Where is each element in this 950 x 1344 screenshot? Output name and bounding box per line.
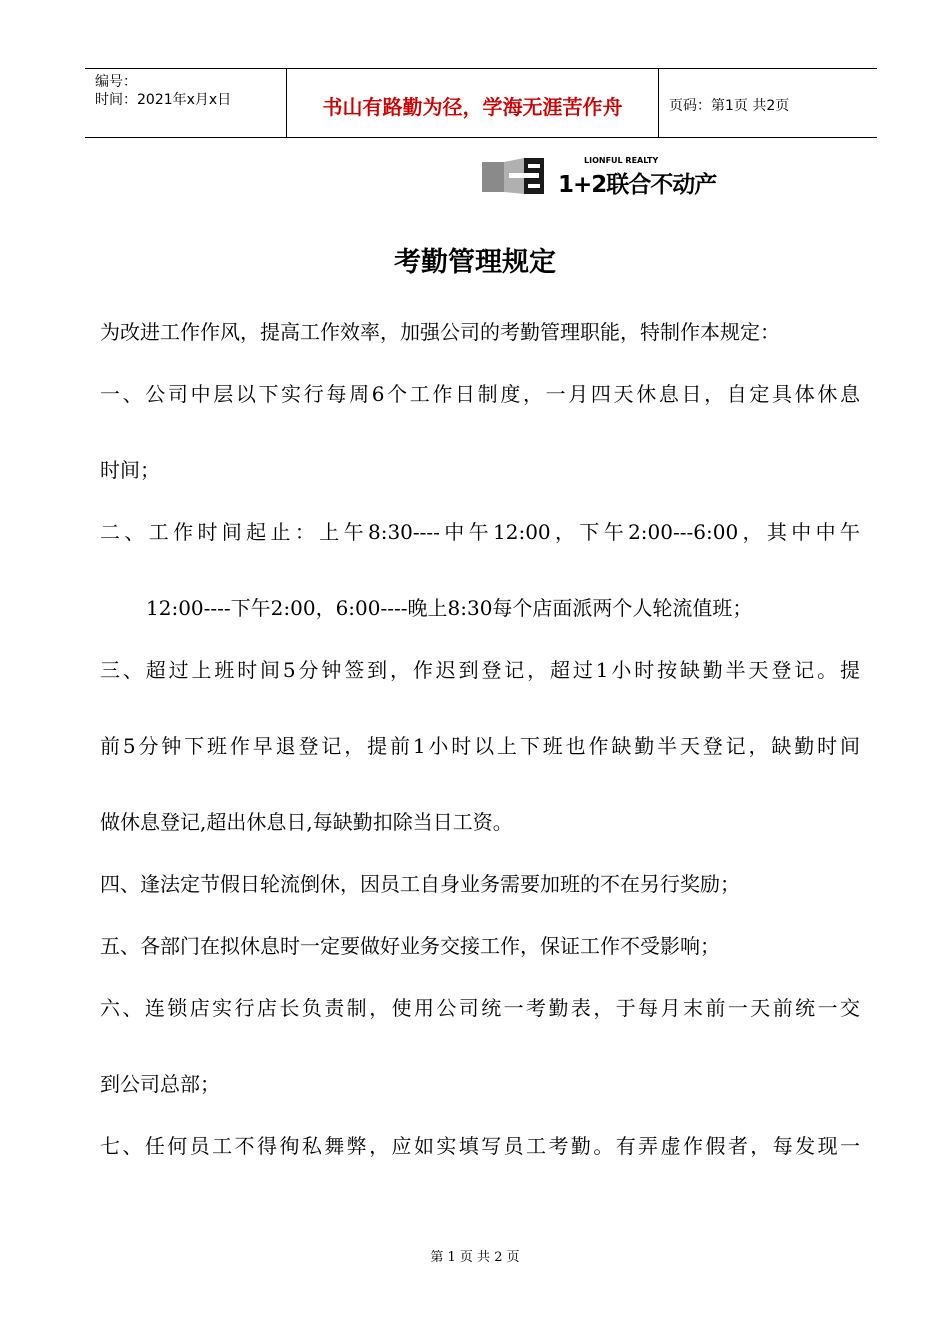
clause-1-line-1: 一、公司中层以下实行每周6个工作日制度，一月四天休息日，自定具体休息 xyxy=(100,382,860,406)
clause-7-line-1: 七、任何员工不得徇私舞弊，应如实填写员工考勤。有弄虚作假者，每发现一 xyxy=(100,1134,860,1158)
clause-3-line-2: 前5分钟下班作早退登记，提前1小时以上下班也作缺勤半天登记，缺勤时间 xyxy=(100,734,860,758)
clause-2-line-1: 二、工作时间起止：上午8:30----中午12:00，下午2:00---6:00，其中中午 xyxy=(100,520,860,544)
logo-small-text: LIONFUL REALTY xyxy=(584,156,659,165)
logo-mark-icon xyxy=(482,158,544,194)
motto: 书山有路勤为径，学海无涯苦作舟 xyxy=(287,69,659,137)
clause-5: 五、各部门在拟休息时一定要做好业务交接工作，保证工作不受影响； xyxy=(100,934,720,958)
clause-1-line-2: 时间； xyxy=(100,458,160,482)
header-meta-cell xyxy=(85,69,287,137)
logo-company-name: 1+2联合不动产 xyxy=(558,172,717,198)
page-footer: 第 1 页 共 2 页 xyxy=(430,1250,520,1265)
time-label: 时间：2021年x月x日 xyxy=(95,92,232,108)
clause-3-line-1: 三、超过上班时间5分钟签到，作迟到登记，超过1小时按缺勤半天登记。提 xyxy=(100,658,860,682)
clause-4: 四、逢法定节假日轮流倒休，因员工自身业务需要加班的不在另行奖励； xyxy=(100,872,740,896)
document-title: 考勤管理规定 xyxy=(394,247,556,278)
clause-6-line-2: 到公司总部； xyxy=(100,1072,220,1096)
intro-paragraph: 为改进工作作风，提高工作效率，加强公司的考勤管理职能，特制作本规定： xyxy=(100,320,780,344)
clause-3-line-3: 做休息登记,超出休息日,每缺勤扣除当日工资。 xyxy=(100,810,513,834)
clause-6-line-1: 六、连锁店实行店长负责制，使用公司统一考勤表，于每月末前一天前统一交 xyxy=(100,996,860,1020)
document-header xyxy=(85,68,877,138)
clause-2-line-2: 12:00----下午2:00，6:00----晚上8:30每个店面派两个人轮流值班； xyxy=(146,596,753,620)
page-info: 页码：第1页 共2页 xyxy=(669,98,790,114)
number-label: 编号： xyxy=(95,74,137,90)
company-logo xyxy=(482,156,722,196)
